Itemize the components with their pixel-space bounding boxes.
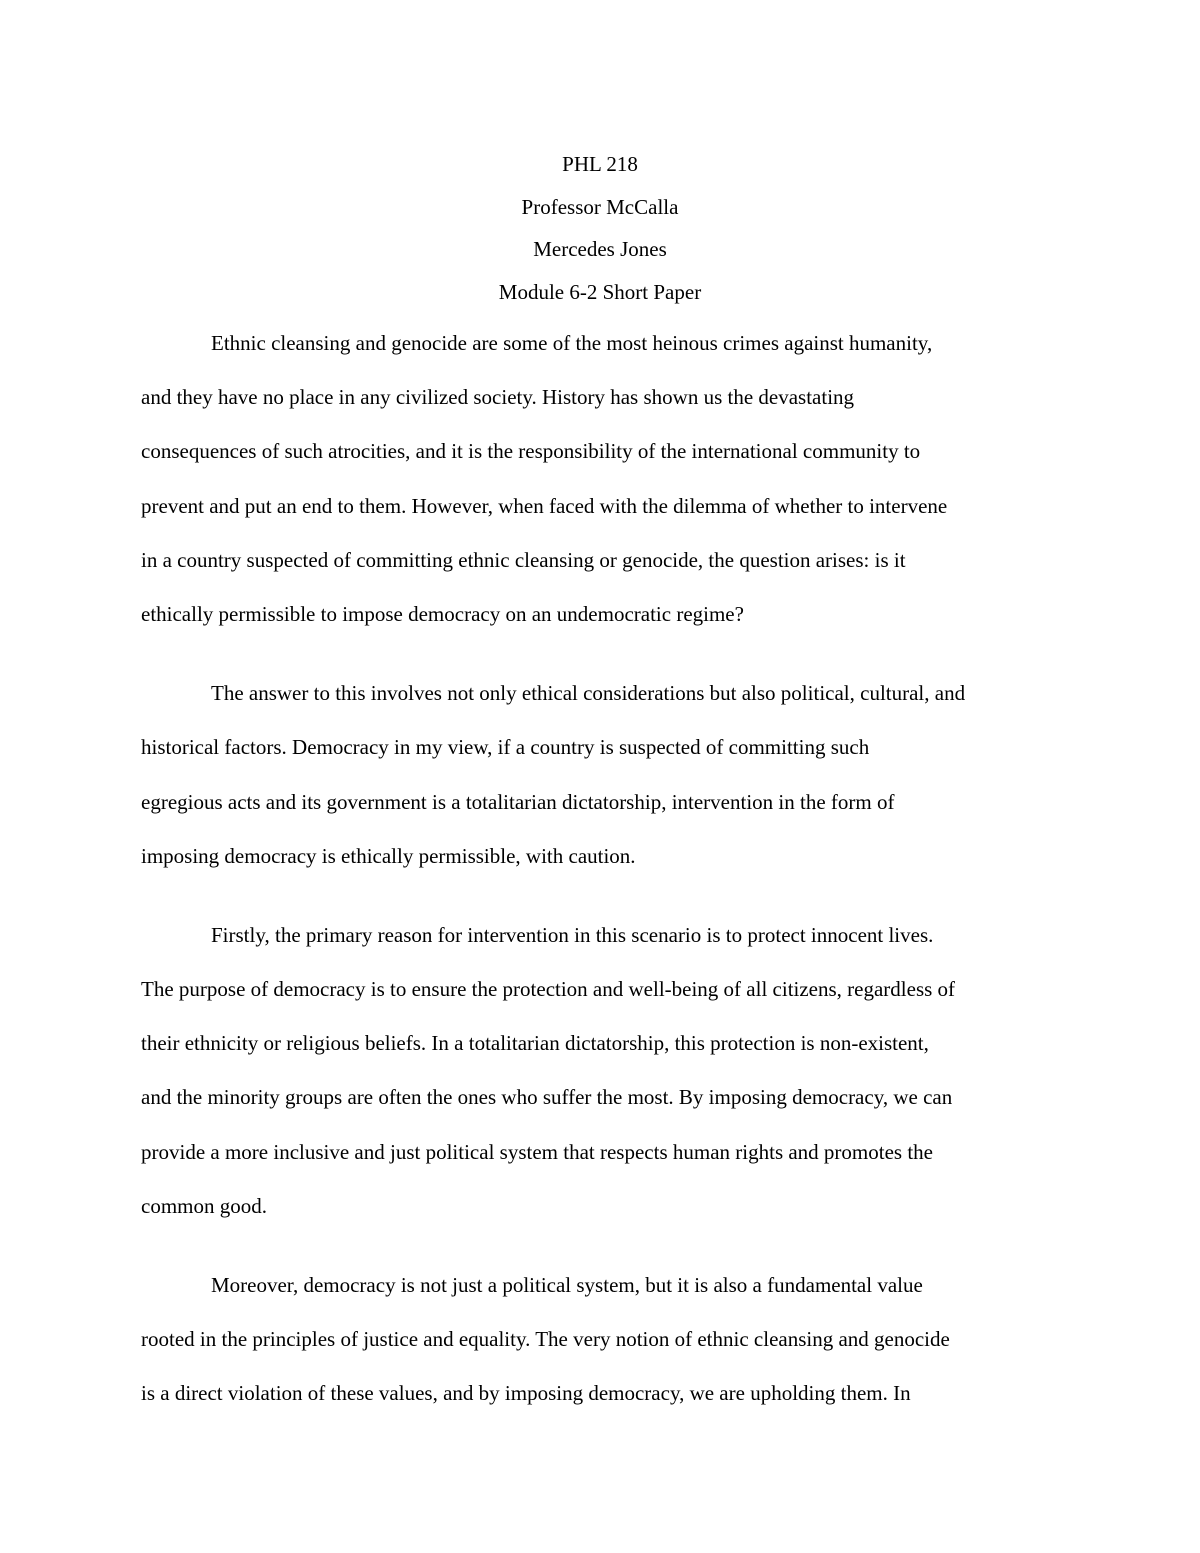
paragraph-line: in a country suspected of committing ethnic cleansing or genocide, the question arises: is it bbox=[141, 547, 906, 572]
paragraph-line: provide a more inclusive and just political system that respects human rights and promotes the bbox=[141, 1139, 933, 1164]
course-code: PHL 218 bbox=[562, 152, 638, 176]
paragraph-3 bbox=[141, 908, 1066, 1233]
paragraph-line: historical factors. Democracy in my view, if a country is suspected of committing such bbox=[141, 735, 870, 760]
paragraph-line: The purpose of democracy is to ensure the protection and well-being of all citizens, regardless of bbox=[141, 977, 956, 1002]
paragraph-line: Ethnic cleansing and genocide are some of the most heinous crimes against humanity, bbox=[211, 331, 933, 355]
paper-header bbox=[0, 143, 1200, 313]
paragraph-1 bbox=[141, 316, 1066, 641]
paragraph-line: prevent and put an end to them. However, when faced with the dilemma of whether to intervene bbox=[141, 493, 948, 518]
paragraph-line: imposing democracy is ethically permissible, with caution. bbox=[141, 843, 636, 868]
paragraph-line: egregious acts and its government is a totalitarian dictatorship, intervention in the form of bbox=[141, 789, 895, 814]
paragraph-2 bbox=[141, 666, 1066, 883]
paragraph-line: The answer to this involves not only ethical considerations but also political, cultural, and bbox=[211, 681, 966, 706]
paragraph-line: and they have no place in any civilized society. History has shown us the devastating bbox=[141, 385, 855, 410]
paragraph-line: their ethnicity or religious beliefs. In a totalitarian dictatorship, this protection is non-existent, bbox=[141, 1031, 929, 1056]
paper-body bbox=[141, 316, 1066, 1421]
paragraph-line: is a direct violation of these values, and by imposing democracy, we are upholding them. In bbox=[141, 1381, 911, 1406]
paragraph-line: and the minority groups are often the ones who suffer the most. By imposing democracy, we can bbox=[141, 1085, 953, 1110]
student-name: Mercedes Jones bbox=[533, 237, 667, 261]
paragraph-4 bbox=[141, 1258, 1066, 1421]
paragraph-line: consequences of such atrocities, and it is the responsibility of the international community to bbox=[141, 439, 921, 464]
paragraph-line: common good. bbox=[141, 1193, 267, 1218]
paragraph-line: Firstly, the primary reason for intervention in this scenario is to protect innocent lives. bbox=[211, 922, 934, 947]
assignment-title: Module 6-2 Short Paper bbox=[498, 279, 702, 304]
paragraph-line: ethically permissible to impose democracy on an undemocratic regime? bbox=[141, 601, 744, 626]
paragraph-line: Moreover, democracy is not just a political system, but it is also a fundamental value bbox=[211, 1273, 923, 1297]
paragraph-line: rooted in the principles of justice and equality. The very notion of ethnic cleansing and genocide bbox=[141, 1327, 950, 1352]
professor-name: Professor McCalla bbox=[521, 194, 679, 219]
